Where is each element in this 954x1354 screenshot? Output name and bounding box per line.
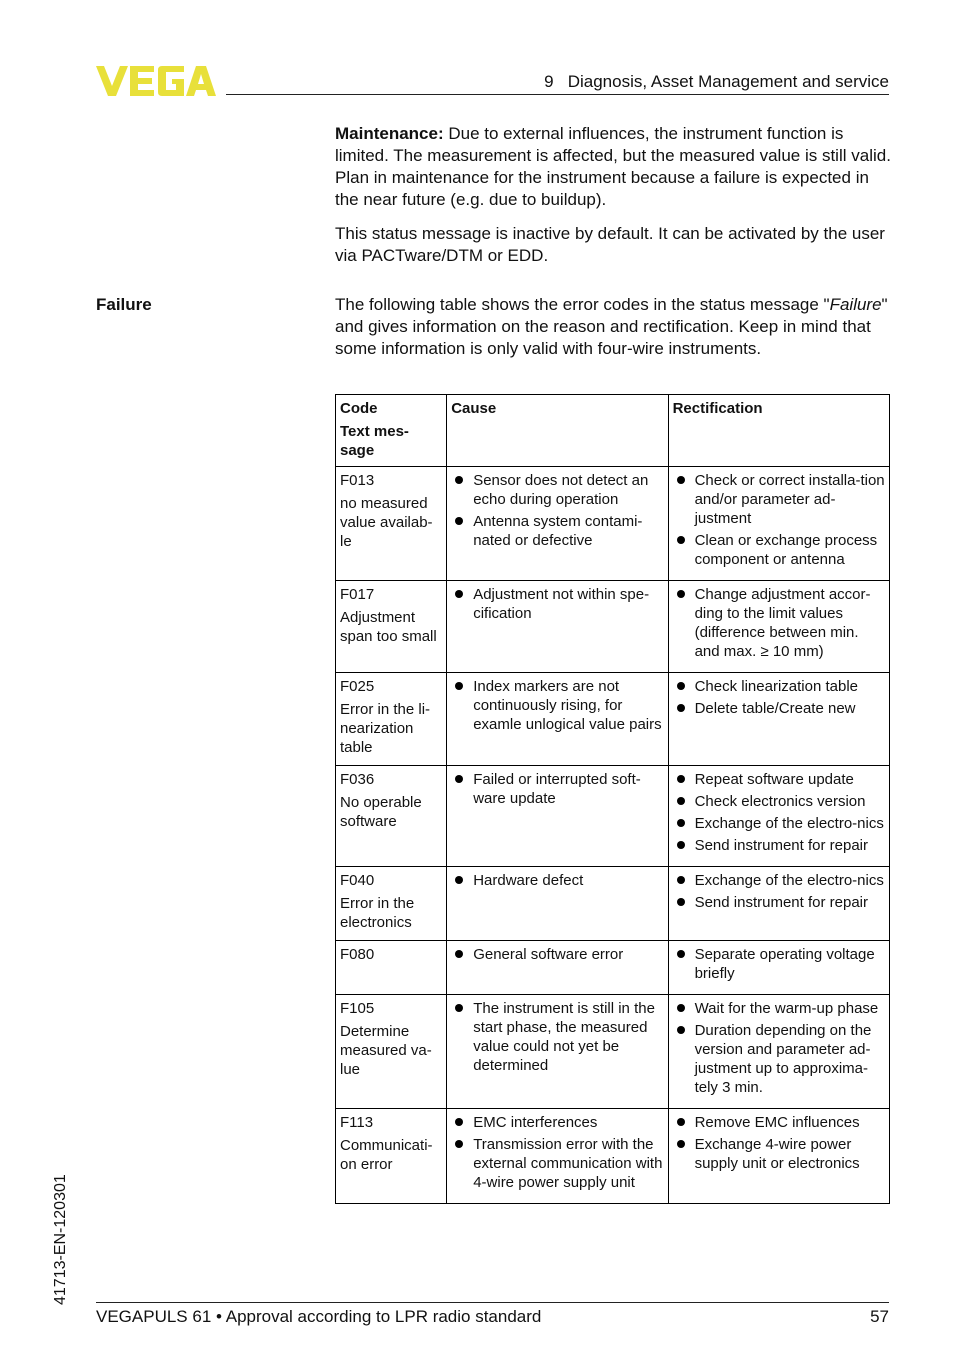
error-code: F036: [340, 771, 375, 788]
rectification-item: Exchange of the electro-nics: [673, 814, 885, 833]
cause-item: Antenna system contami-nated or defective: [451, 512, 663, 550]
cause-item: Hardware defect: [451, 871, 663, 890]
maintenance-text: Due to external influences, the instrument function is limited. The measurement is affected, but the measured value is still valid. Plan in maintenance for the instrument because a failure is expected in the near future (e.g. due to buildup).: [335, 124, 891, 209]
maintenance-label: Maintenance:: [335, 124, 444, 143]
cause-item: General software error: [451, 945, 663, 964]
cause-cell: [447, 581, 668, 673]
rectification-cell: [668, 867, 889, 941]
table-row: [336, 941, 890, 995]
rectification-item: Exchange 4-wire power supply unit or electronics: [673, 1135, 885, 1173]
error-text-message: no measured value availab-le: [340, 495, 433, 550]
code-cell: [336, 673, 447, 766]
vega-logo: [96, 66, 220, 96]
rectification-cell: [668, 467, 889, 581]
rectification-item: Wait for the warm-up phase: [673, 999, 885, 1018]
rectification-cell-list: [673, 677, 885, 718]
code-cell: [336, 995, 447, 1109]
code-cell: [336, 941, 447, 995]
rectification-cell-list: [673, 1113, 885, 1173]
header-text-message-label: Text mes- sage: [340, 423, 409, 459]
rectification-item: Check linearization table: [673, 677, 885, 696]
header-code-label: Code: [340, 400, 378, 417]
rectification-item: Delete table/Create new: [673, 699, 885, 718]
error-text-message: Determine measured va-lue: [340, 1023, 432, 1078]
cause-cell: [447, 1109, 668, 1204]
table-row: [336, 467, 890, 581]
cause-cell: [447, 673, 668, 766]
cause-item: Sensor does not detect an echo during operation: [451, 471, 663, 509]
rectification-cell: [668, 766, 889, 867]
header-rule: [226, 94, 889, 95]
failure-intro-pre: The following table shows the error codes in the status message ": [335, 295, 830, 314]
page-number: 57: [870, 1307, 889, 1326]
cause-cell-list: [451, 770, 663, 808]
rectification-item: Clean or exchange process component or antenna: [673, 531, 885, 569]
error-text-message: Error in the electronics: [340, 895, 415, 931]
cause-cell-list: [451, 677, 663, 734]
table-row: [336, 995, 890, 1109]
cause-cell: [447, 867, 668, 941]
failure-intro-post: " and gives information on the reason and rectification. Keep in mind that some information is only valid with four-wire instruments.: [335, 295, 888, 358]
cause-cell: [447, 995, 668, 1109]
cause-item: The instrument is still in the start phase, the measured value could not yet be determined: [451, 999, 663, 1075]
error-text-message: Error in the li-nearization table: [340, 701, 431, 756]
failure-intro: [335, 294, 891, 360]
table-row: [336, 766, 890, 867]
rectification-cell-list: [673, 770, 885, 855]
footer-title: VEGAPULS 61 • Approval according to LPR radio standard: [96, 1307, 542, 1326]
maintenance-paragraph: [335, 123, 891, 211]
cause-cell: [447, 941, 668, 995]
cause-item: Adjustment not within spe-cification: [451, 585, 663, 623]
code-cell: [336, 766, 447, 867]
cause-cell-list: [451, 471, 663, 550]
rectification-cell: [668, 995, 889, 1109]
rectification-item: Change adjustment accor-ding to the limit values (difference between min. and max. ≥ 10 mm): [673, 585, 885, 661]
code-cell: [336, 1109, 447, 1204]
cause-item: Index markers are not continuously rising, for examle unlogical value pairs: [451, 677, 663, 734]
cause-cell-list: [451, 871, 663, 890]
error-code-table: [335, 394, 890, 1204]
error-text-message: No operable software: [340, 794, 422, 830]
header-rectification: Rectification: [668, 395, 889, 467]
rectification-item: Exchange of the electro-nics: [673, 871, 885, 890]
rectification-item: Check electronics version: [673, 792, 885, 811]
error-code: F105: [340, 1000, 375, 1017]
header-cause: Cause: [447, 395, 668, 467]
rectification-cell: [668, 673, 889, 766]
table-row: [336, 673, 890, 766]
failure-intro-em: Failure: [829, 295, 882, 314]
rectification-cell-list: [673, 471, 885, 569]
rectification-cell-list: [673, 871, 885, 912]
rectification-cell: [668, 1109, 889, 1204]
cause-cell-list: [451, 585, 663, 623]
cause-cell: [447, 766, 668, 867]
cause-item: EMC interferences: [451, 1113, 663, 1132]
code-cell: [336, 581, 447, 673]
cause-cell: [447, 467, 668, 581]
table-row: [336, 581, 890, 673]
header-code: [336, 395, 447, 467]
error-code: F113: [340, 1114, 374, 1131]
rectification-cell-list: [673, 945, 885, 983]
code-cell: [336, 467, 447, 581]
error-code: F017: [340, 586, 375, 603]
document-code: 41713-EN-120301: [52, 1174, 69, 1305]
section-header: 9 Diagnosis, Asset Management and service: [544, 72, 889, 91]
code-cell: [336, 867, 447, 941]
error-code: F080: [340, 946, 375, 963]
rectification-item: Send instrument for repair: [673, 893, 885, 912]
rectification-item: Check or correct installa-tion and/or parameter ad-justment: [673, 471, 885, 528]
failure-label: Failure: [96, 295, 152, 314]
table-header-row: [336, 395, 890, 467]
cause-item: Failed or interrupted soft-ware update: [451, 770, 663, 808]
error-code: F040: [340, 872, 375, 889]
rectification-item: Send instrument for repair: [673, 836, 885, 855]
status-note: This status message is inactive by default. It can be activated by the user via PACTware/DTM or EDD.: [335, 224, 885, 265]
error-text-message: Adjustment span too small: [340, 609, 437, 645]
cause-cell-list: [451, 1113, 663, 1192]
rectification-cell-list: [673, 585, 885, 661]
error-code: F025: [340, 678, 375, 695]
cause-item: Transmission error with the external communication with 4-wire power supply unit: [451, 1135, 663, 1192]
rectification-item: Separate operating voltage briefly: [673, 945, 885, 983]
error-code: F013: [340, 472, 375, 489]
rectification-cell: [668, 941, 889, 995]
cause-cell-list: [451, 999, 663, 1075]
rectification-cell-list: [673, 999, 885, 1097]
cause-cell-list: [451, 945, 663, 964]
table-row: [336, 867, 890, 941]
footer-rule: [96, 1302, 889, 1303]
rectification-item: Remove EMC influences: [673, 1113, 885, 1132]
rectification-item: Repeat software update: [673, 770, 885, 789]
error-text-message: Communicati-on error: [340, 1137, 433, 1173]
table-row: [336, 1109, 890, 1204]
rectification-item: Duration depending on the version and parameter ad-justment up to approxima-tely 3 min.: [673, 1021, 885, 1097]
rectification-cell: [668, 581, 889, 673]
